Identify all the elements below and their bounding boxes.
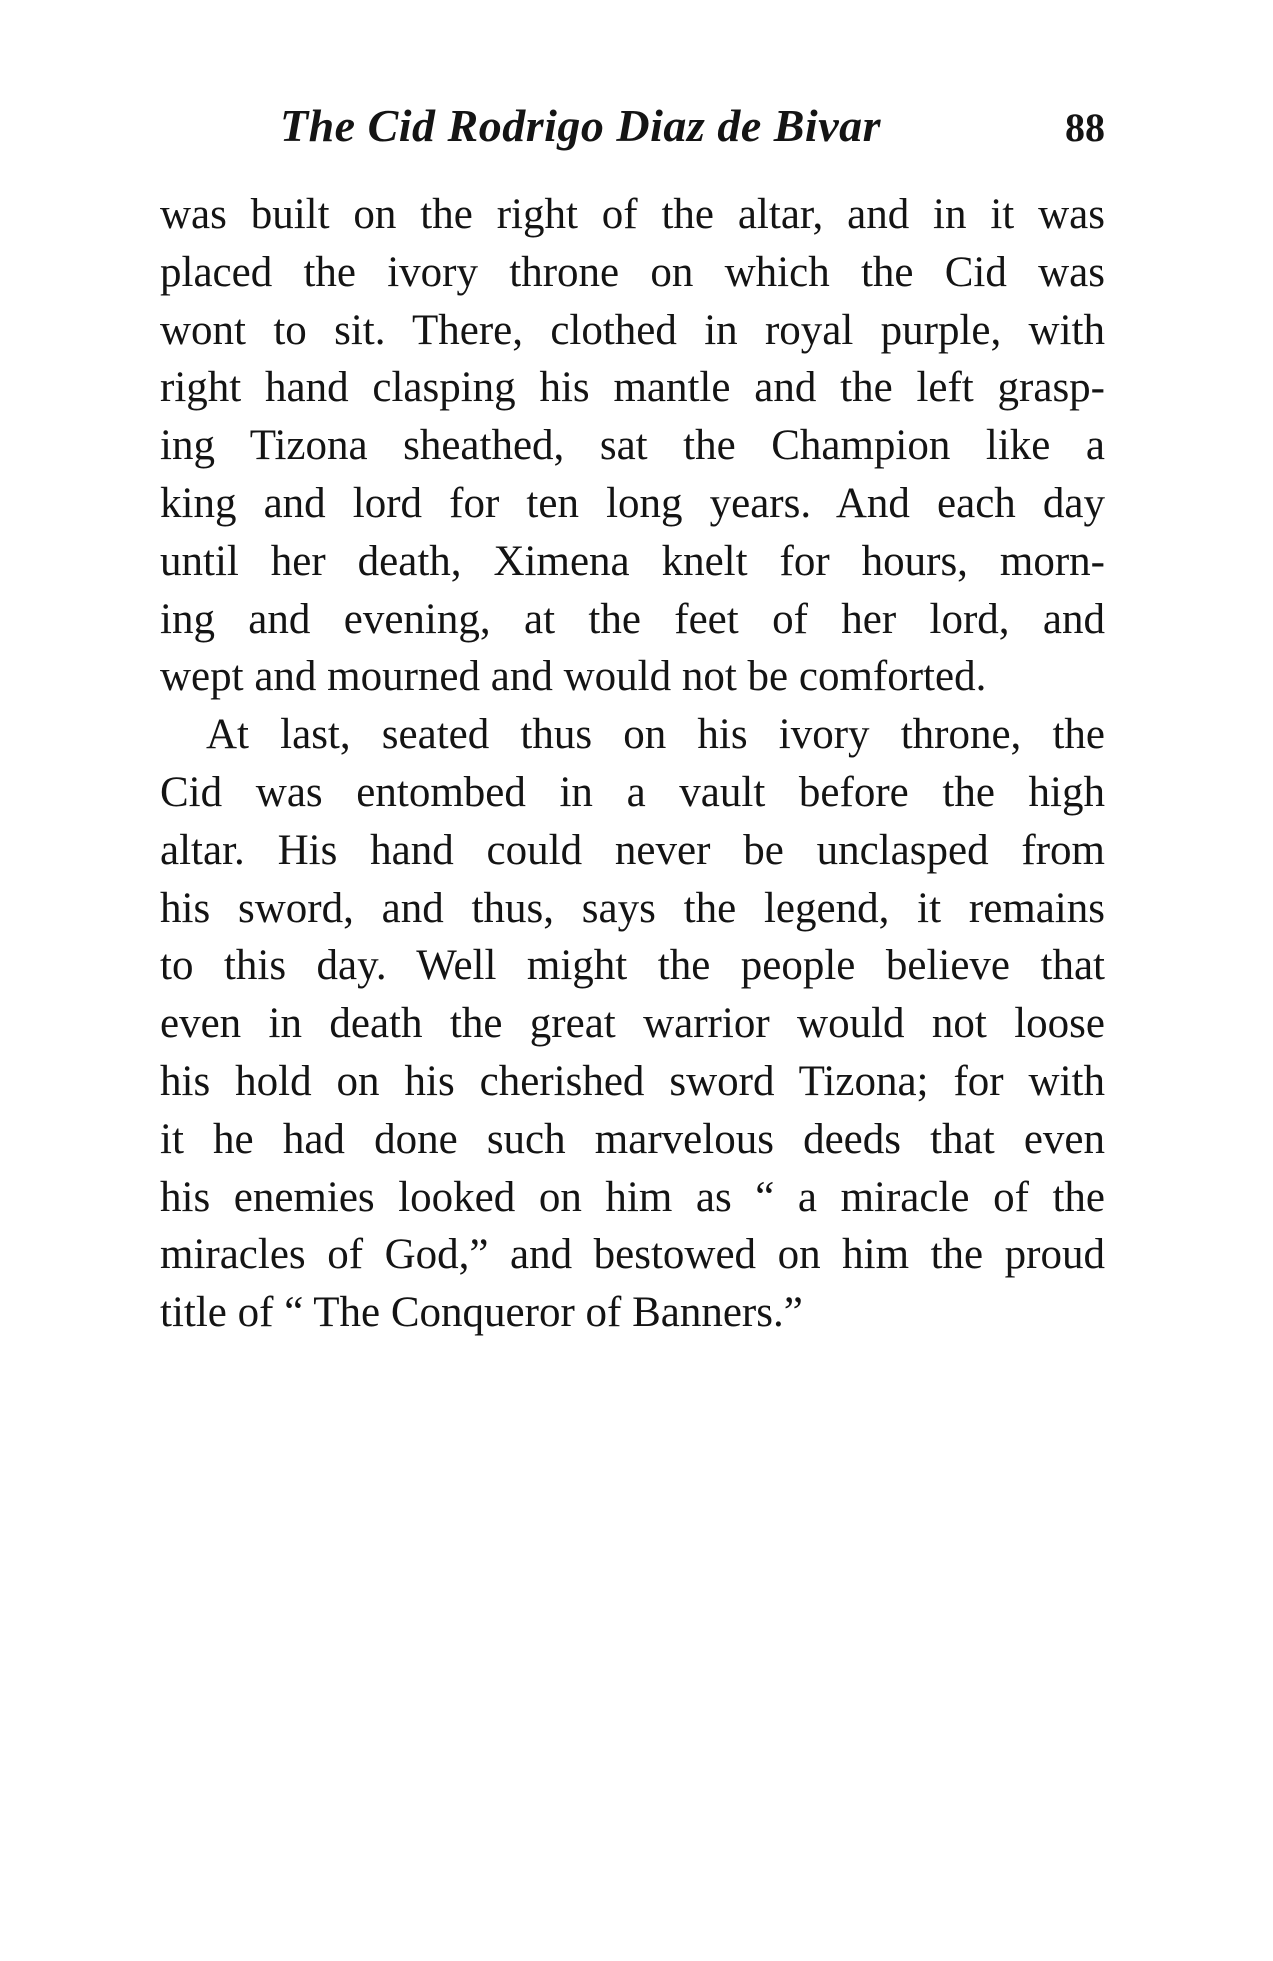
text-line: ing Tizona sheathed, sat the Champion like a [160,422,1105,470]
text-line: was built on the right of the altar, and in it was [160,191,1105,238]
text-line: until her death, Ximena knelt for hours, morn- [160,537,1105,585]
text-line: his enemies looked on him as “ a miracle of the [160,1173,1105,1221]
text-line: his sword, and thus, says the legend, it remains [160,884,1105,932]
text-line: Cid was entombed in a vault before the high [160,768,1105,816]
text-line: even in death the great warrior would not loose [160,1000,1105,1048]
text-line: his hold on his cherished sword Tizona; for with [160,1057,1105,1105]
text-line: miracles of God,” and bestowed on him the proud [160,1231,1105,1279]
text-line: placed the ivory throne on which the Cid was [160,248,1105,296]
page-number: 88 [1065,105,1105,150]
text-line: title of “ The Conqueror of Banners.” [160,1289,803,1337]
running-head [160,96,1105,156]
text-line: ing and evening, at the feet of her lord, and [160,595,1105,643]
paragraph-2 [160,706,1105,1342]
text-line: wept and mourned and would not be comforted. [160,653,987,701]
text-line: right hand clasping his mantle and the left grasp- [160,364,1105,412]
running-title: The Cid Rodrigo Diaz de Bivar [280,100,882,151]
text-line: wont to sit. There, clothed in royal purple, with [160,306,1105,354]
text-line: king and lord for ten long years. And each day [160,479,1105,527]
body-text [160,186,1105,1342]
paragraph-1 [160,186,1105,706]
text-line: At last, seated thus on his ivory throne, the [206,711,1105,759]
text-line: it he had done such marvelous deeds that even [160,1115,1105,1163]
text-line: altar. His hand could never be unclasped from [160,826,1105,874]
text-line: to this day. Well might the people believe that [160,942,1105,990]
